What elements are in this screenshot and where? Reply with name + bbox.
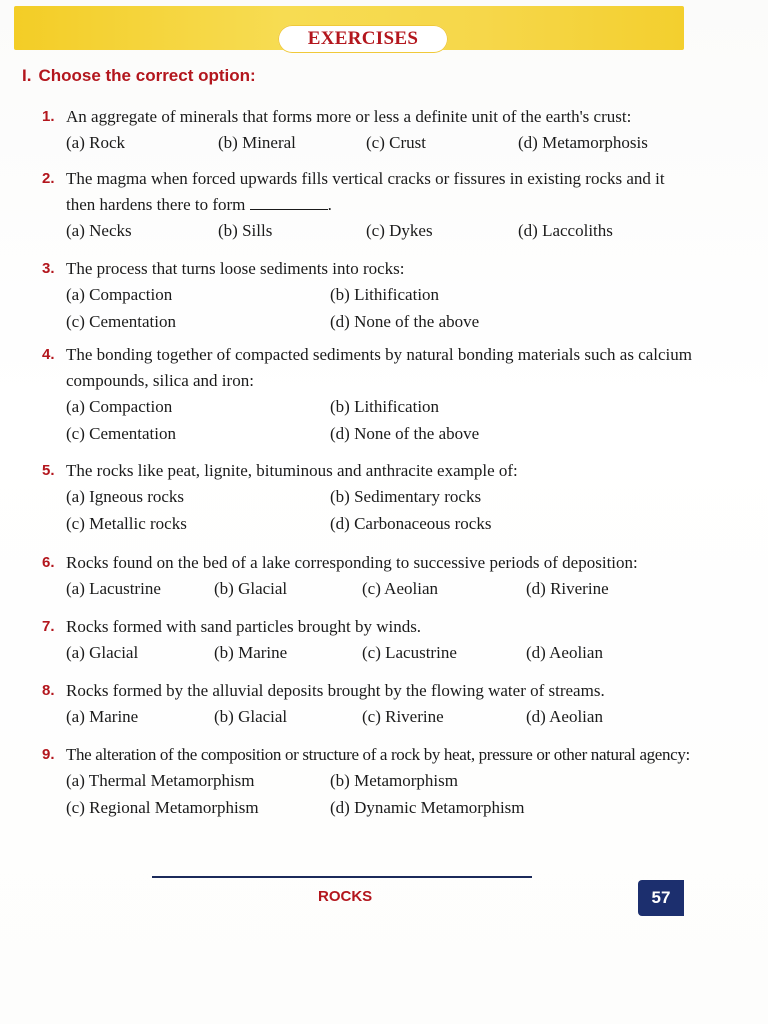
question-2: [42, 166, 692, 245]
option-d: (d) Carbonaceous rocks: [330, 514, 492, 533]
options-row: [66, 282, 692, 309]
options-row: [66, 130, 692, 157]
option-b: (b) Marine: [214, 643, 288, 662]
question-number: 2.: [42, 170, 55, 187]
option-c: (c) Metallic rocks: [66, 514, 187, 533]
question-text: The process that turns loose sediments into rocks:: [66, 259, 405, 278]
option-b: (b) Glacial: [214, 579, 288, 598]
header-pill: [278, 25, 448, 53]
option-d: (d) Laccoliths: [518, 221, 613, 240]
page-number: 57: [651, 888, 671, 907]
question-8: [42, 678, 692, 731]
question-number: 9.: [42, 746, 55, 763]
question-1: [42, 104, 692, 157]
options-row: [66, 394, 692, 421]
question-6: [42, 550, 692, 603]
question-text: The magma when forced upwards fills vertical cracks or fissures in existing rocks and it then hardens there to form: [66, 169, 665, 214]
option-d: (d) None of the above: [330, 424, 480, 443]
option-d: (d) None of the above: [330, 312, 480, 331]
option-a: (a) Igneous rocks: [66, 487, 185, 506]
page-title: EXERCISES: [307, 28, 419, 49]
option-c: (c) Crust: [366, 133, 426, 152]
question-text: Rocks formed with sand particles brought by winds.: [66, 617, 422, 636]
question-number: 6.: [42, 554, 55, 571]
option-d: (d) Dynamic Metamorphism: [330, 798, 525, 817]
option-b: (b) Mineral: [218, 133, 296, 152]
option-a: (a) Rock: [66, 133, 126, 152]
option-a: (a) Lacustrine: [66, 579, 161, 598]
option-b: (b) Sills: [218, 221, 273, 240]
option-c: (c) Riverine: [362, 707, 444, 726]
options-row: [66, 704, 692, 731]
question-text: The alteration of the composition or structure of a rock by heat, pressure or other natural agency:: [66, 745, 690, 764]
question-4: [42, 342, 692, 448]
options-row: [66, 309, 692, 336]
header-banner: [14, 6, 684, 50]
option-a: (a) Thermal Metamorphism: [66, 771, 255, 790]
option-c: (c) Aeolian: [362, 579, 438, 598]
question-9: [42, 742, 702, 822]
option-a: (a) Compaction: [66, 397, 173, 416]
option-b: (b) Glacial: [214, 707, 288, 726]
question-number: 8.: [42, 682, 55, 699]
footer-divider: [152, 876, 532, 878]
option-c: (c) Lacustrine: [362, 643, 457, 662]
section-title: Choose the correct option:: [38, 66, 256, 85]
option-d: (d) Aeolian: [526, 643, 603, 662]
question-text-wrap: [66, 166, 692, 218]
section-heading: [22, 66, 256, 86]
question-text: Rocks found on the bed of a lake corresponding to successive periods of deposition:: [66, 553, 638, 572]
question-number: 1.: [42, 108, 55, 125]
question-text: The bonding together of compacted sediments by natural bonding materials such as calcium compounds, silica and iron:: [66, 345, 692, 390]
option-a: (a) Glacial: [66, 643, 139, 662]
option-d: (d) Riverine: [526, 579, 609, 598]
options-row: [66, 576, 692, 603]
page-number-badge: [638, 880, 684, 916]
answer-blank: [250, 195, 328, 210]
option-c: (c) Dykes: [366, 221, 433, 240]
options-row: [66, 484, 692, 511]
question-5: [42, 458, 692, 538]
option-c: (c) Cementation: [66, 312, 176, 331]
question-number: 5.: [42, 462, 55, 479]
section-number: I.: [22, 66, 32, 85]
option-d: (d) Aeolian: [526, 707, 603, 726]
options-row: [66, 640, 692, 667]
question-text: Rocks formed by the alluvial deposits brought by the flowing water of streams.: [66, 681, 605, 700]
option-d: (d) Metamorphosis: [518, 133, 648, 152]
option-c: (c) Regional Metamorphism: [66, 798, 259, 817]
question-number: 7.: [42, 618, 55, 635]
chapter-name: ROCKS: [318, 888, 373, 905]
question-text: The rocks like peat, lignite, bituminous and anthracite example of:: [66, 461, 518, 480]
question-text-end: .: [327, 195, 332, 214]
option-a: (a) Marine: [66, 707, 139, 726]
options-row: [66, 768, 702, 795]
option-a: (a) Compaction: [66, 285, 173, 304]
option-b: (b) Lithification: [330, 397, 440, 416]
question-number: 3.: [42, 260, 55, 277]
question-text: An aggregate of minerals that forms more or less a definite unit of the earth's crust:: [66, 107, 632, 126]
question-7: [42, 614, 692, 667]
options-row: [66, 218, 692, 245]
options-row: [66, 421, 692, 448]
options-row: [66, 795, 702, 822]
question-3: [42, 256, 692, 336]
question-number: 4.: [42, 346, 55, 363]
option-a: (a) Necks: [66, 221, 132, 240]
option-c: (c) Cementation: [66, 424, 176, 443]
option-b: (b) Lithification: [330, 285, 440, 304]
option-b: (b) Sedimentary rocks: [330, 487, 482, 506]
options-row: [66, 511, 692, 538]
option-b: (b) Metamorphism: [330, 771, 458, 790]
